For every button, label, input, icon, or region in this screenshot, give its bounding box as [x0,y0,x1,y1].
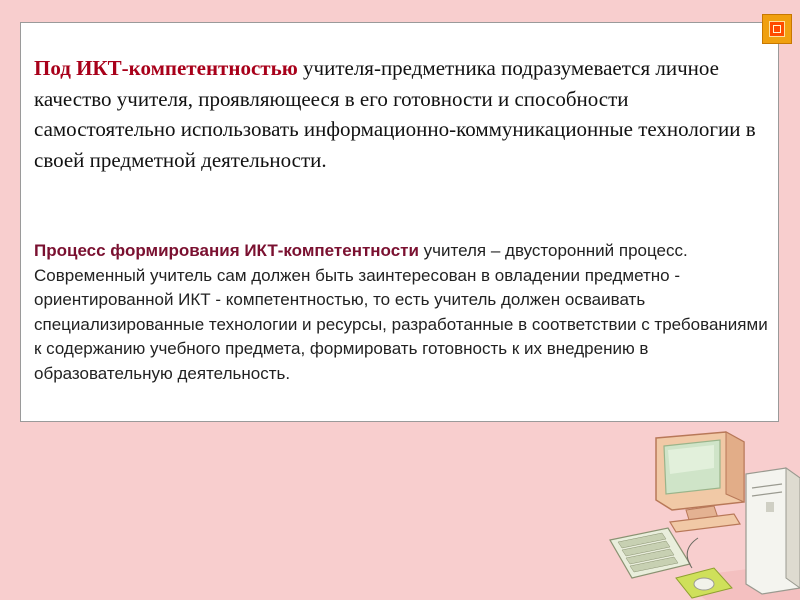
paragraph-definition [34,53,774,175]
mouse-shape [676,538,732,598]
nav-square-icon [769,21,785,37]
process-highlight: Процесс формирования ИКТ-компетентности [34,241,419,260]
tower-shape [746,468,800,594]
paragraph-process [34,239,774,387]
computer-icon [606,428,800,600]
process-text: учителя – двусторонний процесс. Современный учитель сам должен быть заинтересован в овладении предметно - ориентированной ИКТ - компетентностью, то есть учитель должен осваивать специализированные технологии и ресурсы, разработанные в соответствии с требованиями к содержанию учебного предмета, формировать готовность к их внедрению в образовательную деятельность. [34,241,768,383]
definition-text: учителя-предметника подразумевается личное качество учителя, проявляющееся в его готовности и способности самостоятельно использовать информационно-коммуникационные технологии в своей предметной деятельности. [34,56,756,172]
content-box [20,22,779,422]
nav-glyph [773,25,781,33]
monitor-shape [656,432,744,532]
definition-highlight: Под ИКТ-компетентностью [34,56,298,80]
nav-button[interactable] [762,14,792,44]
keyboard-shape [610,528,690,578]
